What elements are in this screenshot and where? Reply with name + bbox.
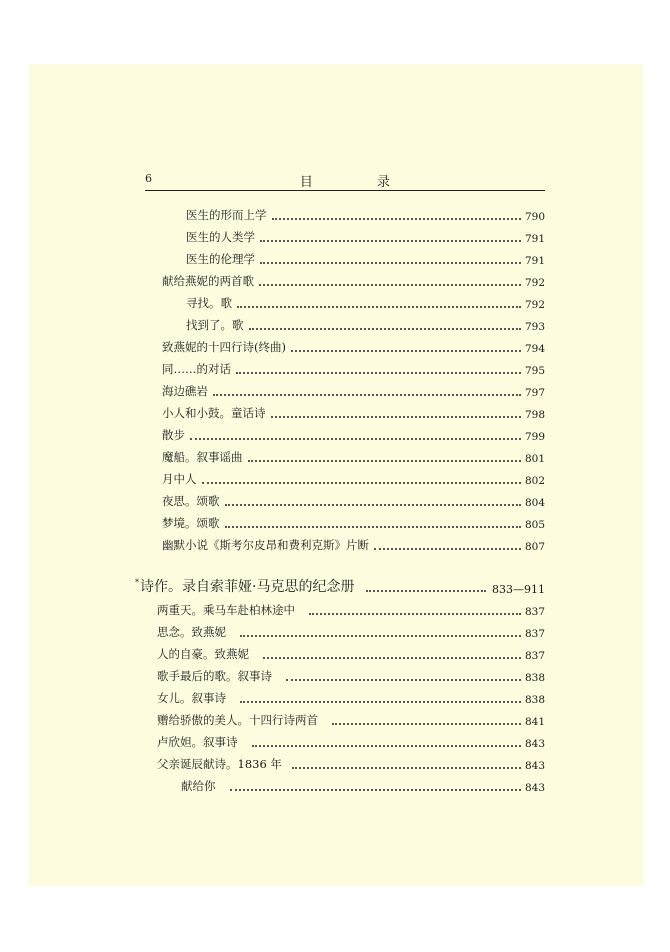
dot-leader xyxy=(271,416,521,418)
toc-entry-page: 792 xyxy=(524,277,545,289)
dot-leader xyxy=(309,613,521,615)
dot-leader xyxy=(260,240,521,242)
toc-entry xyxy=(157,664,545,684)
toc-entry-title: 魔船。叙事谣曲 xyxy=(162,450,243,464)
toc-entry-page: 838 xyxy=(524,694,545,706)
toc-entry-page: 802 xyxy=(524,475,545,487)
footnote-marker: * xyxy=(135,578,139,587)
dot-leader xyxy=(236,372,521,374)
toc-entry-title: 同……的对话 xyxy=(162,362,231,376)
toc-entry-page: 838 xyxy=(524,672,545,684)
toc-entry xyxy=(162,357,545,377)
toc-entry-title: 致燕妮的十四行诗(终曲) xyxy=(162,340,286,354)
toc-entry-title: 小人和小鼓。童话诗 xyxy=(162,406,266,420)
dot-leader xyxy=(292,767,521,769)
dot-leader xyxy=(259,284,521,286)
toc-entry xyxy=(157,752,545,772)
toc-entry-page: 805 xyxy=(524,519,545,531)
toc-entry-title: 医生的伦理学 xyxy=(186,252,255,266)
toc-entry-page: 797 xyxy=(524,387,545,399)
page-number: 6 xyxy=(145,172,152,185)
toc-entry-page: 795 xyxy=(524,365,545,377)
toc-entry-title: 卢欣妲。叙事诗 xyxy=(157,735,238,749)
toc-entry-page: 841 xyxy=(524,716,545,728)
toc-entry xyxy=(162,489,545,509)
toc-entry-page: 837 xyxy=(524,628,545,640)
toc-entry-title: 医生的人类学 xyxy=(186,230,255,244)
dot-leader xyxy=(272,218,521,220)
toc-entry-page: 804 xyxy=(524,497,545,509)
toc-entry-page: 837 xyxy=(524,650,545,662)
dot-leader xyxy=(213,394,521,396)
toc-entry xyxy=(162,445,545,465)
toc-entry xyxy=(162,379,545,399)
toc-entry xyxy=(157,620,545,640)
dot-leader xyxy=(225,526,521,528)
toc-entry-page: 791 xyxy=(524,255,545,267)
toc-entry xyxy=(181,774,545,794)
toc-entry-title: 幽默小说《斯考尔皮昂和费利克斯》片断 xyxy=(162,538,369,552)
toc-entry-title: 医生的形而上学 xyxy=(186,208,267,222)
toc-entry-title: 月中人 xyxy=(162,472,197,486)
toc-entry xyxy=(186,291,545,311)
toc-entry-page: 807 xyxy=(524,541,545,553)
toc-entry xyxy=(157,686,545,706)
toc-entry xyxy=(162,467,545,487)
toc-entry xyxy=(162,269,545,289)
toc-entry-page: 799 xyxy=(524,431,545,443)
toc-entry-page: 843 xyxy=(524,760,545,772)
toc-entry xyxy=(186,203,545,223)
dot-leader xyxy=(249,328,521,330)
toc-entry-title: 寻找。歌 xyxy=(186,296,232,310)
toc-entry-title: 女儿。叙事诗 xyxy=(157,691,226,705)
toc-section-heading xyxy=(135,574,545,596)
dot-leader xyxy=(190,438,521,440)
toc-entry-title: 赠给骄傲的美人。十四行诗两首 xyxy=(157,713,318,727)
toc-entry xyxy=(186,313,545,333)
toc-entry-page: 790 xyxy=(524,211,545,223)
toc-entry-title: 父亲诞辰献诗。1836 年 xyxy=(157,757,282,771)
toc-entry-page: 794 xyxy=(524,343,545,355)
dot-leader xyxy=(332,723,521,725)
dot-leader xyxy=(240,635,521,637)
toc-entry xyxy=(186,247,545,267)
toc-entry xyxy=(162,423,545,443)
dot-leader xyxy=(286,679,521,681)
toc-entry-title: 夜思。颂歌 xyxy=(162,494,220,508)
dot-leader xyxy=(291,350,521,352)
dot-leader xyxy=(366,590,486,592)
toc-entry xyxy=(157,598,545,618)
dot-leader xyxy=(260,262,521,264)
toc-entry-page: 843 xyxy=(524,738,545,750)
dot-leader xyxy=(202,482,521,484)
toc-entry-title: 梦境。颂歌 xyxy=(162,516,220,530)
toc-entry-title: 找到了。歌 xyxy=(186,318,244,332)
toc-entry-title: 人的自豪。致燕妮 xyxy=(157,647,249,661)
section-page-range: 833—911 xyxy=(492,583,545,596)
toc-entry-title: 思念。致燕妮 xyxy=(157,625,226,639)
dot-leader xyxy=(240,701,521,703)
toc-entry xyxy=(157,730,545,750)
toc-entry-page: 791 xyxy=(524,233,545,245)
toc-entry-title: 献给燕妮的两首歌 xyxy=(162,274,254,288)
toc-entry xyxy=(162,511,545,531)
toc-entry xyxy=(186,225,545,245)
dot-leader xyxy=(248,460,521,462)
page-title: 目 录 xyxy=(299,175,421,190)
toc-entry-title: 歌手最后的歌。叙事诗 xyxy=(157,669,272,683)
dot-leader xyxy=(237,306,521,308)
toc-entry-page: 798 xyxy=(524,409,545,421)
toc-entry-title: 散步 xyxy=(162,428,185,442)
toc-entry-page: 843 xyxy=(524,782,545,794)
toc-entry-title: 两重天。乘马车赴柏林途中 xyxy=(157,603,295,617)
dot-leader xyxy=(374,548,521,550)
section-title: 诗作。录自索菲娅·马克思的纪念册 xyxy=(140,579,355,595)
dot-leader xyxy=(252,745,521,747)
toc-entry-title: 海边礁岩 xyxy=(162,384,208,398)
toc-entry xyxy=(162,533,545,553)
dot-leader xyxy=(225,504,521,506)
dot-leader xyxy=(230,789,521,791)
toc-entry xyxy=(157,642,545,662)
toc-entry xyxy=(157,708,545,728)
toc-entry-title: 献给你 xyxy=(181,779,216,793)
dot-leader xyxy=(263,657,521,659)
toc-entry-page: 793 xyxy=(524,321,545,333)
toc-entry-page: 792 xyxy=(524,299,545,311)
toc-entry xyxy=(162,401,545,421)
toc-entry xyxy=(162,335,545,355)
toc-entry-page: 801 xyxy=(524,453,545,465)
toc-entry-page: 837 xyxy=(524,606,545,618)
